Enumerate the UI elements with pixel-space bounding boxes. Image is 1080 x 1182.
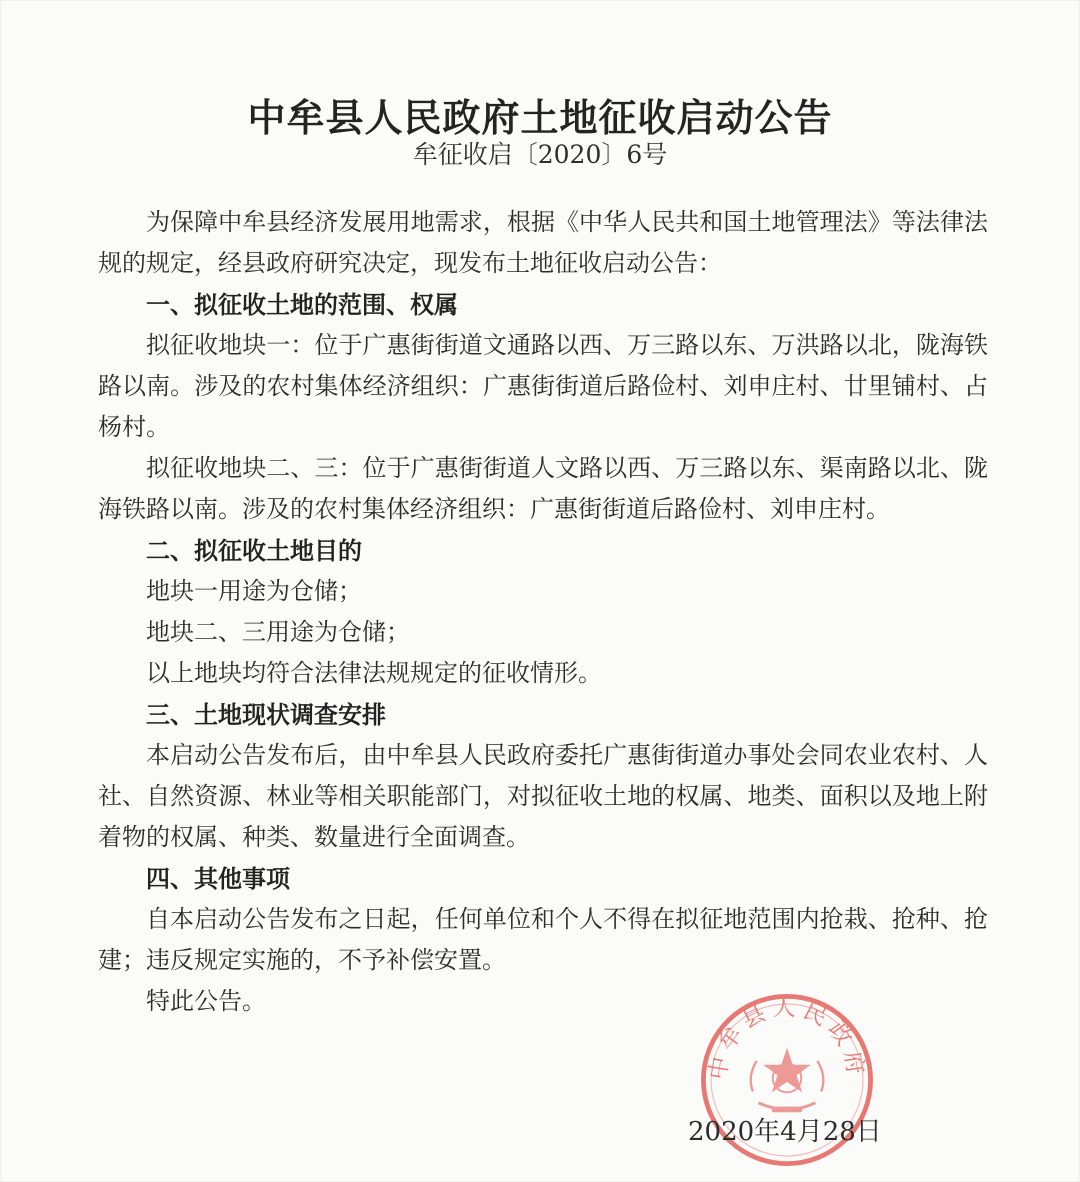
section1-paragraph1: 拟征收地块一：位于广惠街街道文通路以西、万三路以东、万洪路以北，陇海铁路以南。涉及的农村集体经济组织：广惠街街道后路俭村、刘申庄村、廿里铺村、占杨村。 <box>98 331 988 441</box>
section4-paragraph: 自本启动公告发布之日起，任何单位和个人不得在拟征地范围内抢栽、抢种、抢建；违反规定实施的，不予补偿安置。 <box>98 905 988 974</box>
closing-line: 特此公告。 <box>146 987 266 1015</box>
section4-heading: 四、其他事项 <box>146 864 290 893</box>
section1-paragraph2: 拟征收地块二、三：位于广惠街街道人文路以西、万三路以东、渠南路以北、陇海铁路以南。涉及的农村集体经济组织：广惠街街道后路俭村、刘申庄村。 <box>98 454 988 523</box>
section2-line3: 以上地块均符合法律法规规定的征收情形。 <box>146 659 602 687</box>
section3-paragraph: 本启动公告发布后，由中牟县人民政府委托广惠街街道办事处会同农业农村、人社、自然资源、林业等相关职能部门，对拟征收土地的权属、地类、面积以及地上附着物的权属、种类、数量进行全面调查。 <box>98 741 988 851</box>
section3-heading: 三、土地现状调查安排 <box>146 700 386 729</box>
section2-line2: 地块二、三用途为仓储； <box>146 618 410 646</box>
document-number: 牟征收启〔2020〕6号 <box>412 140 668 169</box>
section1-heading: 一、拟征收土地的范围、权属 <box>146 290 458 319</box>
document-date: 2020年4月28日 <box>688 1117 882 1147</box>
document-body <box>98 202 988 1022</box>
section2-line1: 地块一用途为仓储； <box>146 577 362 605</box>
svg-text:中牟县人民政府: 中牟县人民政府 <box>704 995 870 1082</box>
intro-paragraph: 为保障中牟县经济发展用地需求，根据《中华人民共和国土地管理法》等法律法规的规定，经县政府研究决定，现发布土地征收启动公告： <box>98 208 988 277</box>
document-title: 中牟县人民政府土地征收启动公告 <box>247 95 833 140</box>
section2-heading: 二、拟征收土地目的 <box>146 536 362 565</box>
